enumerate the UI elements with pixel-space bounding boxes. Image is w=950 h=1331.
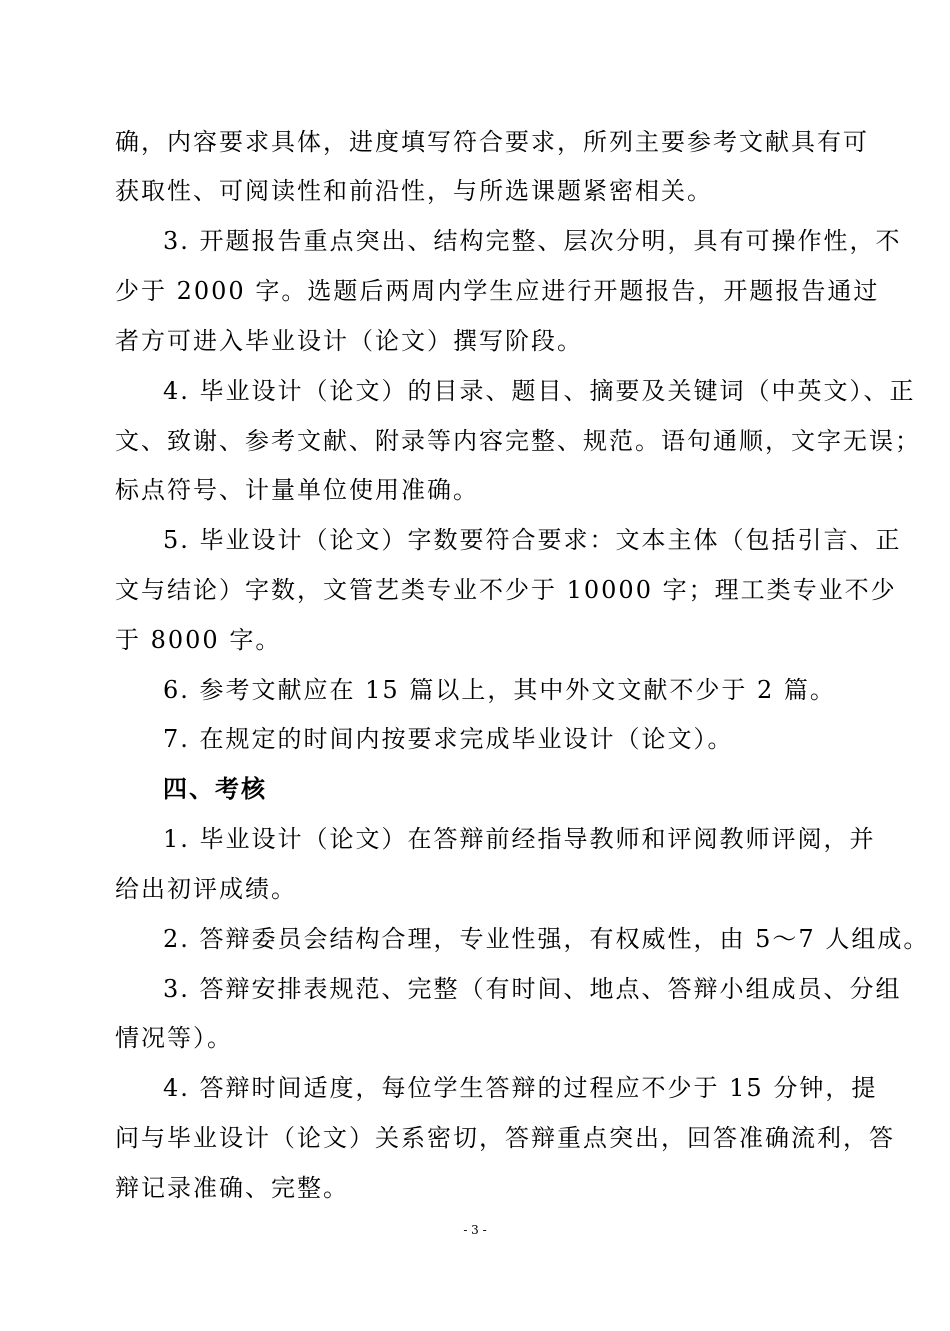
- text-line: 标点符号、计量单位使用准确。: [115, 476, 479, 504]
- list-item-3: 3. 开题报告重点突出、结构完整、层次分明，具有可操作性，不: [163, 227, 902, 255]
- list-item-2: 2. 答辩委员会结构合理，专业性强，有权威性，由 5～7 人组成。: [163, 925, 930, 953]
- list-item-7: 7. 在规定的时间内按要求完成毕业设计（论文）。: [163, 725, 734, 753]
- list-item-3b: 3. 答辩安排表规范、完整（有时间、地点、答辩小组成员、分组: [163, 975, 902, 1003]
- list-item-4: 4. 毕业设计（论文）的目录、题目、摘要及关键词（中英文）、正: [163, 377, 916, 405]
- page-number: - 3 -: [463, 1223, 487, 1237]
- list-item-1: 1. 毕业设计（论文）在答辩前经指导教师和评阅教师评阅，并: [163, 825, 876, 853]
- text-line: 确，内容要求具体，进度填写符合要求，所列主要参考文献具有可: [115, 128, 869, 156]
- text-line: 获取性、可阅读性和前沿性，与所选课题紧密相关。: [115, 177, 713, 205]
- text-line: 少于 2000 字。选题后两周内学生应进行开题报告，开题报告通过: [115, 277, 880, 305]
- text-line: 问与毕业设计（论文）关系密切，答辩重点突出，回答准确流利，答: [115, 1124, 895, 1152]
- text-line: 文、致谢、参考文献、附录等内容完整、规范。语句通顺，文字无误；: [115, 427, 921, 455]
- section-heading: 四、考核: [163, 775, 267, 803]
- text-line: 文与结论）字数，文管艺类专业不少于 10000 字；理工类专业不少: [115, 576, 897, 604]
- list-item-4b: 4. 答辩时间适度，每位学生答辩的过程应不少于 15 分钟，提: [163, 1074, 878, 1102]
- text-line: 情况等）。: [115, 1024, 233, 1052]
- text-line: 给出初评成绩。: [115, 875, 297, 903]
- text-line: 于 8000 字。: [115, 626, 282, 654]
- text-line: 辩记录准确、完整。: [115, 1174, 349, 1202]
- list-item-5: 5. 毕业设计（论文）字数要符合要求：文本主体（包括引言、正: [163, 526, 902, 554]
- list-item-6: 6. 参考文献应在 15 篇以上，其中外文文献不少于 2 篇。: [163, 676, 836, 704]
- text-line: 者方可进入毕业设计（论文）撰写阶段。: [115, 327, 583, 355]
